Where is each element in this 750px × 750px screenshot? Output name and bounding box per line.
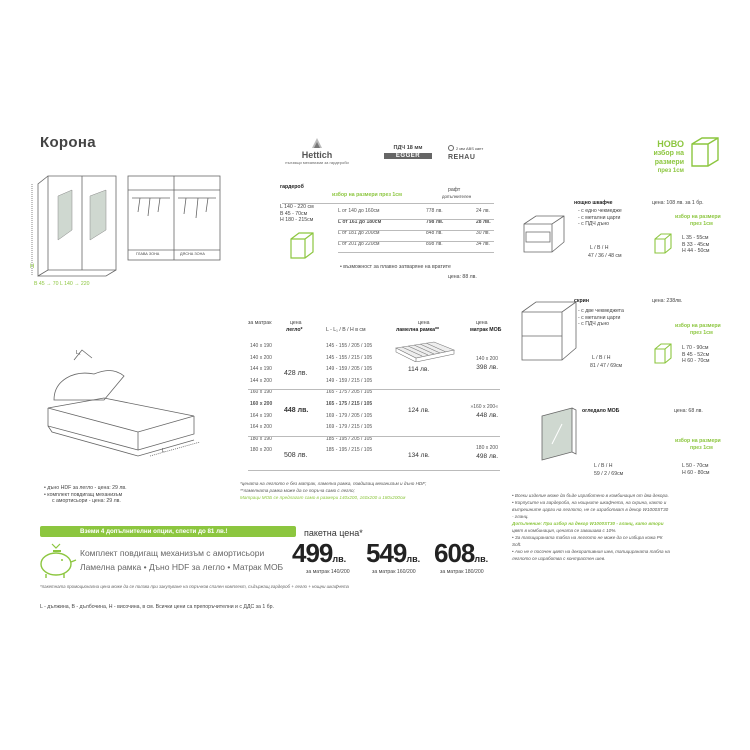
row-price: 848 лв. <box>426 230 443 236</box>
note: • Всеки изделие може да бъде изработено в комбинация от два декора. <box>512 493 669 498</box>
abs-label: 2 мм ABS кант <box>456 145 484 151</box>
note: цвят в комбинация, цената се завишава с 10%. <box>512 528 617 533</box>
wardrobe-sketch <box>28 170 124 290</box>
feature: - с метални царги <box>578 214 621 221</box>
mob-size: »160 x 200« <box>470 404 498 410</box>
price-sub: за матрак 160/200 <box>372 569 416 575</box>
wardrobe-zone-left: ГЛАВА ЗОНА <box>136 252 160 256</box>
table-row <box>338 208 491 219</box>
spec-b: B 45 - 70см <box>280 210 308 217</box>
table-cell: 140 x 200 <box>250 354 272 361</box>
row-extra: 28 лв. <box>476 219 491 225</box>
col-frame-price-head: цена <box>418 320 430 326</box>
wardrobe-specs <box>280 204 314 224</box>
row-price: 798 лв. <box>426 219 444 225</box>
table-cell: 140 x 190 <box>250 343 272 349</box>
abs-icon <box>448 145 454 151</box>
row-range: L от 161 до 180см <box>338 219 382 225</box>
range: L 70 - 90см <box>682 345 709 351</box>
table-cell: 149 - 159 / 205 / 105 <box>326 366 373 373</box>
mob-2 <box>462 404 498 419</box>
mob-price: 448 лв. <box>476 412 498 419</box>
row-range: L от 181 до 200см <box>338 230 380 236</box>
price-value: 608 <box>434 538 475 568</box>
nightstand-choose: избор на размери <box>675 214 721 220</box>
note: Допълнение: При избор на декор W1000ST30 - гланц, като втори <box>512 521 664 526</box>
novo-line2: избор на <box>653 150 684 157</box>
table-row <box>338 241 491 252</box>
table-cell: 145 - 155 / 205 / 105 <box>326 343 373 349</box>
note: Матраци МОБ се предлагат само в размери 140x200, 160x200 и 180x200см <box>240 495 406 500</box>
table-cell: 160 x 190 <box>250 389 272 396</box>
mirror-name: огледало МОБ <box>582 408 620 414</box>
package-price-3 <box>434 538 488 576</box>
hettich-sub: пълзящи механизми за гардероби <box>285 160 349 165</box>
bed-dim-l: L <box>162 448 165 454</box>
table-cell: 144 x 200 <box>250 377 272 384</box>
note: • За тапицираната табла на леглото не може да се избира кожа РК <box>512 535 663 540</box>
hettich-icon <box>310 136 324 150</box>
egger-logo <box>384 145 432 159</box>
table-cell: 160 x 200 <box>250 400 273 407</box>
row-extra: 30 лв. <box>476 230 490 236</box>
nightstand-sketch <box>518 210 568 260</box>
chest-ranges <box>682 345 710 365</box>
table-cell: 164 x 190 <box>250 412 272 419</box>
promo-footnote: *пакетната промоционална цена може да се ползва при закупуване на поръчков спален комплект, съдържащ гардероб + легло + нощни шкафчета <box>40 584 350 589</box>
note: Soft. <box>512 542 522 547</box>
table-cell: 169 - 179 / 205 / 105 <box>326 412 373 419</box>
table-cell: 165 - 175 / 205 / 105 <box>326 389 373 396</box>
price-sub: за матрак 140/200 <box>306 569 350 575</box>
note: • дъно HDF за легло - цена: 29 лв. <box>44 485 127 491</box>
feature: - с ПДЧ дъно <box>578 321 610 328</box>
chest-cube-icon <box>652 342 674 366</box>
col-mattress-head: за матрак <box>248 320 272 326</box>
bed-dim-l1: L₁ <box>76 350 81 356</box>
table-cell: 145 - 155 / 215 / 105 <box>326 354 373 361</box>
wardrobe-soft-close-price: цена: 88 лв. <box>448 274 477 280</box>
package-label: пакетна цена* <box>304 528 363 538</box>
table-cell: 144 x 190 <box>250 366 272 373</box>
range: L 50 - 70см <box>682 463 709 469</box>
pdch-label: ПДЧ 18 мм <box>393 145 423 151</box>
mirror-price: цена: 68 лв. <box>674 408 703 414</box>
spec-h: H 180 - 215см <box>280 217 314 224</box>
note: вътрешните царги на леглото, не се изработват в декор W1000ST30 <box>512 507 669 512</box>
table-cell: 165 - 175 / 215 / 105 <box>326 400 373 407</box>
col-mob-price-head: цена <box>476 320 488 326</box>
note: с амортисьори - цена: 29 лв. <box>52 498 121 505</box>
svg-text:H: H <box>30 264 35 270</box>
wardrobe-heading: гардероб <box>280 184 304 190</box>
note: • Ако не е посочен цвят на декоративния шев, тапицираната табла на <box>512 549 670 554</box>
novo-line4: през 1см <box>657 168 684 174</box>
table-cell: 180 x 190 <box>250 435 272 442</box>
slatted-frame-icon <box>394 340 456 362</box>
spec-l: L 140 - 220 см <box>280 204 314 210</box>
price-value: 499 <box>292 538 333 568</box>
note: **ламелната рамка може да се поръча само с легло; <box>240 488 355 493</box>
range: H 44 - 50см <box>682 248 710 255</box>
feature: - с две чекмеджета <box>578 308 624 314</box>
hettich-name: Hettich <box>301 150 333 160</box>
note: - гланц. <box>512 514 529 519</box>
row-price: 898 лв. <box>426 241 443 247</box>
note: леглото се изработва с контрастен шев. <box>512 556 606 561</box>
col-bed-head: легло* <box>286 327 303 333</box>
nightstand-price: цена: 108 лв. за 1 бр. <box>652 200 704 206</box>
chest-dims-head: L / B / H <box>592 355 611 361</box>
nightstand-ranges <box>682 235 710 255</box>
nightstand-dims-head: L / B / H <box>590 245 609 251</box>
range: B 45 - 52см <box>682 351 710 358</box>
mob-3 <box>464 445 498 460</box>
chest-price: цена: 238лв. <box>652 298 683 304</box>
row-range: L от 201 до 220см <box>338 241 380 247</box>
col-frame-head: ламелна рамка** <box>396 327 440 333</box>
table-cell: 185 - 195 / 205 / 105 <box>326 435 373 442</box>
novo-title: НОВО <box>657 139 684 149</box>
table-cell: 169 - 179 / 215 / 105 <box>326 424 373 431</box>
mirror-dims-head: L / B / H <box>594 463 613 469</box>
chest-dims: 81 / 47 / 69см <box>590 363 623 369</box>
table-cell: 164 x 200 <box>250 424 272 431</box>
chest-sketch <box>518 298 580 368</box>
mirror-sketch <box>536 404 582 464</box>
mirror-choose2: през 1см <box>690 445 713 451</box>
shelf-head: рафт <box>448 187 461 193</box>
range: B 33 - 45см <box>682 241 710 248</box>
novo-badge <box>638 140 684 176</box>
promo-line2: Ламелна рамка • Дъно HDF за легло • Матрак МОБ <box>80 562 284 572</box>
bed-dims-col <box>326 343 372 459</box>
piggy-bank-icon <box>36 540 78 580</box>
row-range: L от 140 до 160см <box>338 208 380 214</box>
bed-sketch <box>34 340 204 470</box>
wardrobe-soft-close: • възможност за плавно затваряне на вратите <box>340 264 451 270</box>
price-value: 549 <box>366 538 407 568</box>
frame-price-1: 114 лв. <box>408 366 430 373</box>
package-price-2 <box>366 538 420 576</box>
mob-size: 180 x 200 <box>476 445 498 451</box>
bottom-note: L - дължина, B - дълбочина, H - височина, в см. Всички цени са препоръчителни и с ДДС за 1 бр. <box>40 604 274 610</box>
table-row <box>338 219 491 230</box>
table-cell: 149 - 159 / 215 / 105 <box>326 377 373 384</box>
feature: - с ПДЧ дъно <box>578 221 610 228</box>
nightstand-cube-icon <box>652 232 674 256</box>
bed-price-1: 428 лв. <box>284 370 308 377</box>
egger-name: EGGER <box>384 153 432 159</box>
mattress-sizes <box>250 343 272 459</box>
note: • комплект повдигащ механизъм <box>44 491 123 498</box>
frame-price-2: 124 лв. <box>408 407 430 414</box>
bed-price-3: 508 лв. <box>284 452 308 459</box>
col-mob-head: матрак МОБ <box>470 327 502 333</box>
wardrobe-dim-b: B 45 → 70 <box>34 281 59 287</box>
range: H 60 - 80см <box>682 469 710 476</box>
nightstand-features <box>578 208 622 228</box>
promo-line1: Комплект повдигащ механизъм с амортисьори <box>80 548 265 558</box>
mirror-choose: избор на размери <box>675 438 721 444</box>
page-title: Корона <box>40 134 96 151</box>
novo-line3: размери <box>654 159 684 166</box>
table-row <box>338 230 491 241</box>
chest-features <box>578 308 624 328</box>
right-notes <box>512 492 722 562</box>
shelf-head2: допълнителен <box>442 194 472 199</box>
note: • Корпусите на гардероба, на нощните шкафчета, на скрина, както и <box>512 500 667 505</box>
wardrobe-dim-l: L 140 → 220 <box>60 281 90 287</box>
novo-cube-icon <box>688 134 722 170</box>
chest-choose2: през 1см <box>690 330 713 336</box>
frame-price-3: 134 лв. <box>408 452 430 459</box>
mob-size: 140 x 200 <box>476 356 498 362</box>
rehau-name: REHAU <box>448 154 476 161</box>
wardrobe-zone-right: ДЯСНА ЗОНА <box>180 252 205 256</box>
row-price: 778 лв. <box>426 208 443 214</box>
price-sub: за матрак 180/200 <box>440 569 484 575</box>
hettich-logo <box>282 136 352 165</box>
rehau-logo <box>448 145 498 161</box>
price-unit: лв. <box>406 554 421 564</box>
bed-left-notes <box>44 485 127 505</box>
col-bed-price-head: цена <box>290 320 302 326</box>
mob-price: 398 лв. <box>476 364 498 371</box>
row-extra: 24 лв. <box>476 208 490 214</box>
chest-choose: избор на размери <box>675 323 721 329</box>
package-price-1 <box>292 538 350 576</box>
mirror-dims: 59 / 2 / 69см <box>594 471 624 477</box>
range: L 35 - 55см <box>682 235 709 241</box>
mob-price: 498 лв. <box>476 453 498 460</box>
col-dims-head: L - L₁ / B / H в см <box>326 327 366 333</box>
nightstand-dims: 47 / 36 / 48 см <box>588 253 622 259</box>
table-cell: 185 - 195 / 215 / 105 <box>326 447 373 454</box>
wardrobe-choose: избор на размери през 1см <box>332 192 402 198</box>
promo-banner: Вземи 4 допълнителни опции, спести до 81 лв.! <box>40 526 296 537</box>
price-unit: лв. <box>474 554 489 564</box>
mob-1 <box>464 356 498 371</box>
bed-notes <box>240 480 502 501</box>
mirror-ranges <box>682 463 710 476</box>
range: H 60 - 70см <box>682 358 710 365</box>
chest-name: скрин <box>574 298 589 304</box>
size-cube-icon <box>287 230 317 262</box>
note: *цената на леглото е без матрак, ламелна рамка, повдигащ механизъм и дъно HDF; <box>240 481 427 486</box>
bed-price-2: 448 лв. <box>284 407 309 414</box>
row-extra: 34 лв. <box>476 241 490 247</box>
nightstand-choose2: през 1см <box>690 221 713 227</box>
feature: - с метални царги <box>578 314 621 321</box>
feature: - с едно чекмедже <box>578 208 622 214</box>
nightstand-name: нощно шкафче <box>574 200 613 206</box>
table-cell: 180 x 200 <box>250 447 272 454</box>
price-unit: лв. <box>332 554 347 564</box>
